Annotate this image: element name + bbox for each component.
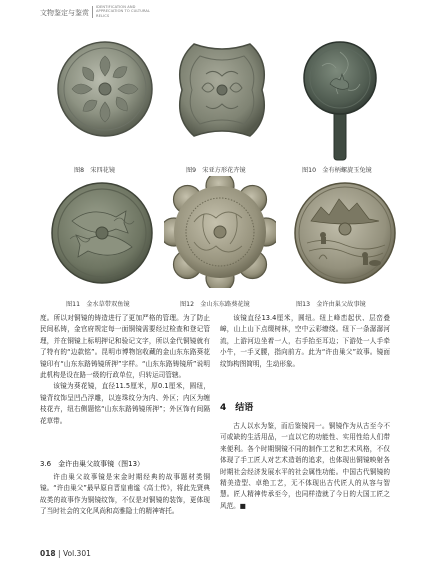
paragraph: 度。所以对铜镜的铸造进行了更加严格的管理。为了防止民间私铸，金官府规定每一面铜镜需要经过检查和登记管理，并在铜镜上标明押记和验记文字，所以金代铜镜就有了特有的“边款铭”。昆明市博物馆收藏的金山东东路葵花镜印有“山东东路铸镜所押”字样。“山东东路铸镜所”说明此机构是设在路一级的行政单位，归转运司管辖。 <box>40 314 210 380</box>
paragraph: 该镜为葵花镜，直径11.5厘米，厚0.1厘米，圆纽，镜背纹饰呈凹凸浮雕，以连珠纹分为内、外区；内区为缠枝花卉，纽右侧题铭“山东东路铸镜所押”；外区饰有间隔花草带。 <box>40 382 210 425</box>
page-header <box>0 0 427 22</box>
figure-11-caption: 图11 金水草带双鱼镜 <box>66 301 130 308</box>
figure-12-caption: 图12 金山东东路葵花镜 <box>180 301 250 308</box>
section-heading-conclusion: 4 结语 <box>220 403 254 413</box>
figure-9-caption: 图9 宋亚方形花卉镜 <box>186 167 246 174</box>
volume-number: Vol.301 <box>62 549 91 558</box>
page-number: 018 <box>40 549 56 558</box>
left-column-text-2 <box>40 472 210 518</box>
figure-13-caption: 图13 金许由巢父故事镜 <box>296 301 366 308</box>
left-column-text-1 <box>40 313 210 427</box>
footer-separator: | <box>55 549 63 558</box>
right-column-text-2 <box>220 421 390 512</box>
figure-9-image <box>172 40 272 140</box>
figure-10-image <box>300 40 380 162</box>
figure-8-caption: 图8 宋四花镜 <box>74 167 116 174</box>
page-footer <box>40 549 91 558</box>
paragraph: 该镜直径13.4厘米，圆纽。纽上峰峦起伏、层峦叠嶂，山上山下点缀树林，空中云彩缭绕。纽下一条潺潺河流，上游河边坐着一人，右手抬至耳边；下游处一人手牵小牛，一手叉腰，指向前方。此为“许由巢父”故事。镜面纹饰构图简明，生动形象。 <box>220 314 390 368</box>
paragraph: 古人以水为鉴，而后鉴镜同一。铜镜作为从古至今不可或缺的生活用品，一直以它的功能性、实用性给人们带来便利。各个时期铜镜不同的制作工艺和艺术风格，不仅体现了手工匠人对艺术造诣的追求，也体现出铜镜映射各时期社会经济发展水平的社会属性功能。中国古代铜镜的精美造型、卓绝工艺，无不体现出古代匠人的从容与智慧。匠人精神传承至今，也同样造就了今日的大国工匠之风范。■ <box>220 422 390 510</box>
figure-13-image <box>293 181 397 285</box>
journal-title: 文物鉴定与鉴赏 <box>40 9 89 17</box>
right-column-text-1 <box>220 313 390 370</box>
figure-12-image <box>164 176 276 288</box>
paragraph: 许由巢父故事镜是宋金时期经典的故事题材类铜镜。“许由巢父”最早原自晋皇甫谧《高士传》，将此先贤典故类的故事作为铜镜纹饰，不仅是对铜镜的装饰，更体现了当时社会的文化风尚和高雅隐士的精神寄托。 <box>40 473 210 516</box>
figure-10-caption: 图10 金有柄螺旋玉兔镜 <box>302 167 372 174</box>
figure-8-image <box>56 40 154 138</box>
journal-subtitle-en: IDENTIFICATION AND APPRECIATION TO CULTURAL RELICS <box>96 5 151 18</box>
figure-11-image <box>50 181 154 285</box>
subsection-heading-3-6: 3.6 金许由巢父故事镜（图13） <box>40 460 145 468</box>
header-divider <box>92 6 93 18</box>
